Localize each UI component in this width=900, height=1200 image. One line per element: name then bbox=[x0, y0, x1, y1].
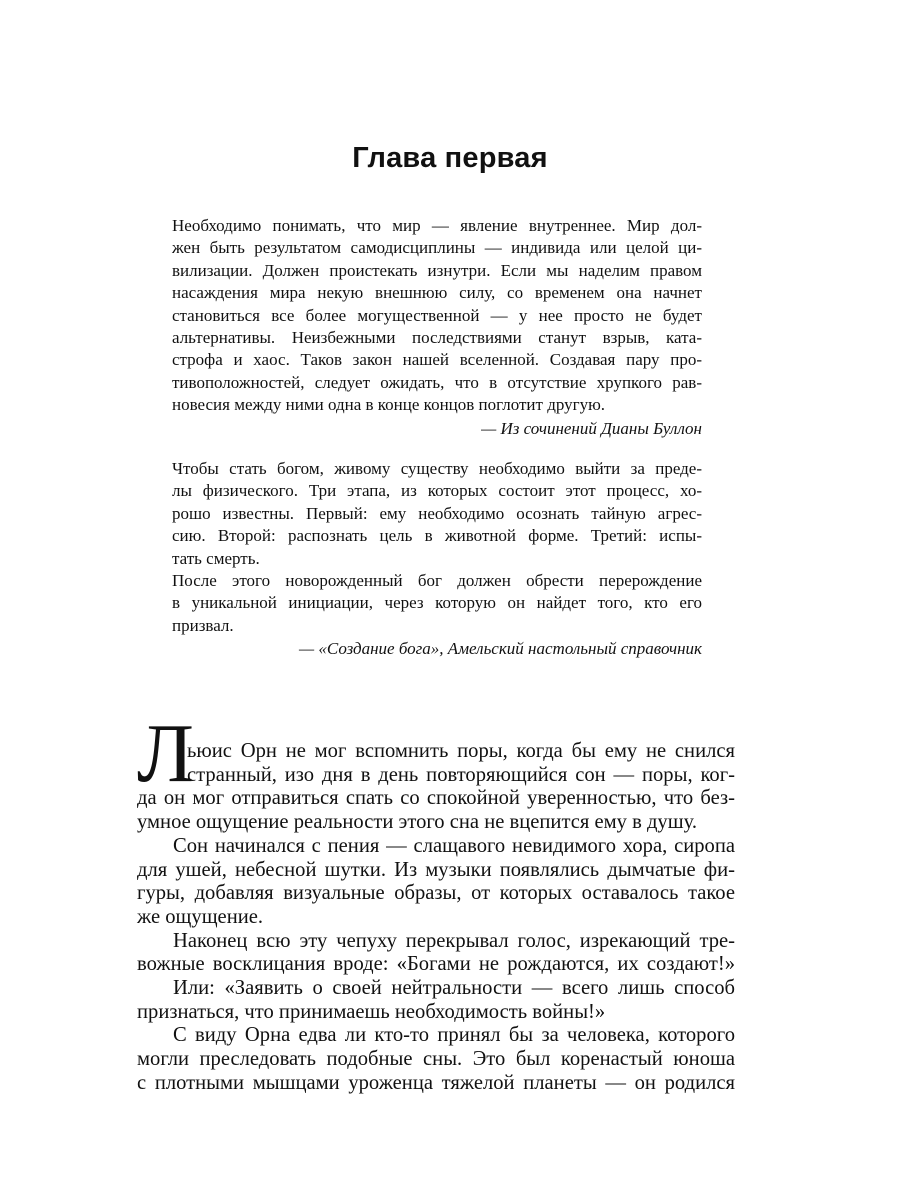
epigraph-1-line-6: альтернативы. Неизбежными последствиями станут взрыв, ката- bbox=[172, 328, 702, 348]
body-line-13: С виду Орна едва ли кто-то принял бы за человека, которого bbox=[173, 1024, 735, 1047]
epigraph-1-line-2: жен быть результатом самодисциплины — индивида или целой ци- bbox=[172, 238, 702, 258]
epigraph-1-line-1: Необходимо понимать, что мир — явление внутреннее. Мир дол- bbox=[172, 216, 702, 235]
epigraph-2-line-7: в уникальной инициации, через которую он найдет того, кто его bbox=[172, 593, 702, 613]
epigraph-2-attribution: — «Создание бога», Амельский настольный справочник bbox=[299, 639, 702, 659]
body-line-4: умное ощущение реальности этого сна не вцепится ему в душу. bbox=[137, 811, 697, 834]
chapter-title: Глава первая bbox=[352, 142, 548, 174]
body-line-9: Наконец всю эту чепуху перекрывал голос, изрекающий тре- bbox=[173, 929, 735, 952]
epigraph-1-line-3: вилизации. Должен проистекать изнутри. Если мы наделим правом bbox=[172, 260, 702, 280]
epigraph-2-line-4: сию. Второй: распознать цель в животной форме. Третий: испы- bbox=[172, 526, 702, 546]
epigraph-2-line-8: призвал. bbox=[172, 615, 234, 635]
epigraph-1-line-8: тивоположностей, следует ожидать, что в отсутствие хрупкого рав- bbox=[172, 372, 702, 392]
body-line-5: Сон начинался с пения — слащавого невидимого хора, сиропа bbox=[173, 834, 735, 857]
epigraph-2-line-5: тать смерть. bbox=[172, 548, 260, 568]
epigraph-1-line-9: новесия между ними одна в конце концов поглотит другую. bbox=[172, 395, 606, 415]
body-line-15: с плотными мышцами уроженца тяжелой планеты — он родился bbox=[137, 1071, 735, 1094]
epigraph-1-attribution: — Из сочинений Дианы Буллон bbox=[481, 418, 702, 438]
drop-cap-letter: Л bbox=[137, 707, 194, 800]
body-line-1: ьюис Орн не мог вспомнить поры, когда бы ему не снился bbox=[187, 740, 735, 762]
body-line-10: вожные восклицания вроде: «Богами не рождаются, их создают!» bbox=[137, 953, 735, 976]
body-line-7: гуры, добавляя визуальные образы, от которых оставалось такое bbox=[137, 882, 735, 905]
body-line-6: для ушей, небесной шутки. Из музыки появлялись дымчатые фи- bbox=[137, 858, 735, 881]
epigraph-2 bbox=[172, 458, 702, 661]
body-line-11: Или: «Заявить о своей нейтральности — всего лишь способ bbox=[173, 977, 735, 1000]
epigraph-2-line-1: Чтобы стать богом, живому существу необходимо выйти за преде- bbox=[172, 459, 702, 478]
body-line-12: признаться, что принимаешь необходимость войны!» bbox=[137, 1000, 606, 1023]
epigraph-2-line-6: После этого новорожденный бог должен обрести перерождение bbox=[172, 571, 702, 591]
epigraph-2-line-2: лы физического. Три этапа, из которых состоит этот процесс, хо- bbox=[172, 481, 702, 501]
epigraph-1-line-4: насаждения мира некую внешнюю силу, со временем она начнет bbox=[172, 283, 702, 303]
body-line-2: странный, изо дня в день повторяющийся сон — поры, ког- bbox=[187, 763, 735, 786]
epigraph-1 bbox=[172, 215, 702, 440]
chapter-body-text bbox=[137, 740, 735, 1096]
body-line-8: же ощущение. bbox=[137, 905, 264, 928]
epigraph-1-line-5: становиться все более могущественной — у нее просто не будет bbox=[172, 305, 702, 325]
body-line-3: да он мог отправиться спать со спокойной уверенностью, что без- bbox=[137, 787, 735, 810]
epigraph-1-line-7: строфа и хаос. Таков закон нашей вселенной. Создавая пару про- bbox=[172, 350, 702, 370]
body-line-14: могли преследовать подобные сны. Это был коренастый юноша bbox=[137, 1048, 735, 1071]
epigraph-2-line-3: рошо известны. Первый: ему необходимо осознать тайную агрес- bbox=[172, 503, 702, 523]
